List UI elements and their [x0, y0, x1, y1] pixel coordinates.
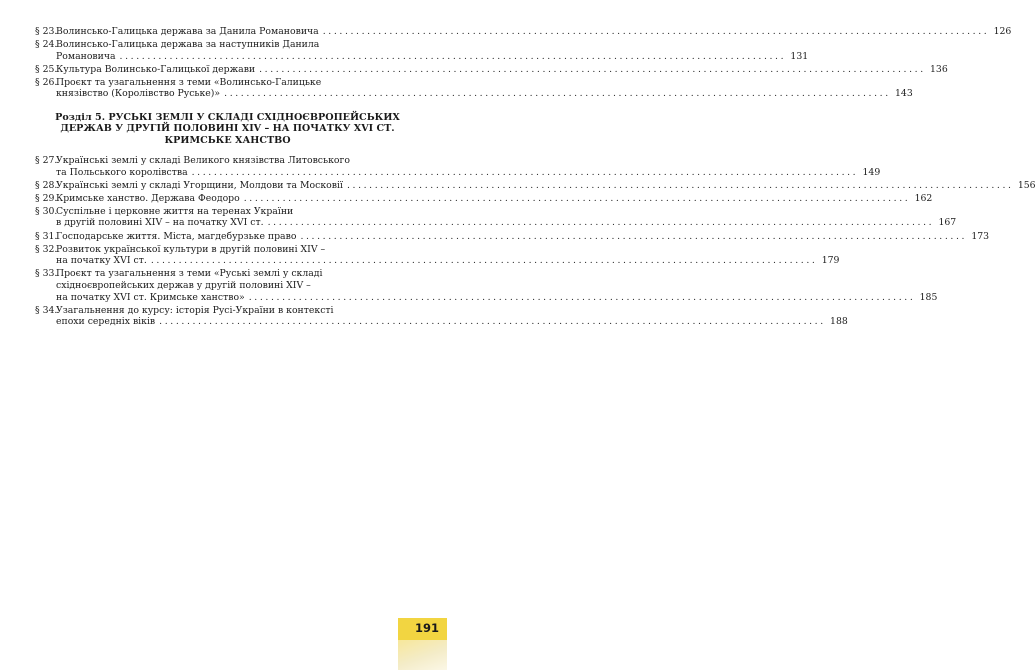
toc-entry-title: князівство (Королівство Руське)»	[56, 88, 221, 100]
page-number: 191	[414, 621, 439, 635]
toc-entry-page: 131	[790, 50, 809, 62]
toc-entry-title: Українські землі у складі Великого князівства Литовського	[56, 155, 350, 166]
dot-leader: ........................................................................................................................	[159, 316, 826, 328]
toc-entry-title: Суспільне і церковне життя на теренах України	[56, 205, 294, 217]
dot-leader: ........................................................................................................................	[191, 166, 859, 178]
toc-entry-number: § 25.	[35, 63, 58, 75]
toc-entry-title: на початку XVI ст. Кримське ханство»	[56, 291, 245, 303]
toc-entry-line	[56, 255, 840, 267]
toc-entry-number: § 34.	[35, 304, 58, 316]
toc-entry-number: § 30.	[35, 205, 58, 217]
section-heading-line-2: ДЕРЖАВ У ДРУГІЙ ПОЛОВИНІ XIV – НА ПОЧАТКУ XVI СТ.	[60, 123, 395, 135]
toc-entry-title: Романовича	[56, 50, 116, 62]
toc-entry-number: § 23.	[35, 26, 58, 37]
toc-entry-title: та Польського королівства	[56, 166, 188, 178]
toc-entry	[35, 155, 881, 178]
toc-entry	[35, 179, 1036, 192]
toc-entry-number: § 26.	[35, 76, 58, 88]
toc-entry-number: § 24.	[35, 39, 58, 51]
page-number-tab	[398, 618, 447, 670]
toc-entry-page: 143	[895, 88, 913, 100]
section-heading	[50, 112, 405, 146]
toc-entry-line	[56, 26, 1012, 38]
toc-entry	[35, 230, 990, 243]
toc-entry-line	[56, 291, 938, 304]
toc-entry-page: 126	[993, 26, 1012, 37]
toc-entry	[35, 39, 809, 62]
toc-entry	[35, 63, 948, 76]
toc-list-main	[0, 155, 1036, 328]
toc-entry-title: Господарське життя. Міста, магдебурзьке право	[56, 230, 297, 242]
dot-leader: ........................................................................................................................	[224, 88, 891, 100]
toc-entry-number: § 28.	[35, 179, 58, 191]
toc-entry-page: 185	[919, 291, 938, 303]
toc-entry	[35, 304, 848, 328]
dot-leader: ........................................................................................................................	[259, 63, 926, 75]
toc-entry	[35, 205, 957, 229]
toc-entry-line	[56, 316, 848, 328]
page-number-tab-shadow	[398, 640, 447, 670]
dot-leader: ........................................................................................................................	[322, 26, 990, 37]
toc-entry-page: 188	[830, 316, 848, 328]
toc-entry-page: 156	[1017, 179, 1036, 191]
toc-entry-title: Проєкт та узагальнення з теми «Руські землі у складі	[56, 268, 323, 280]
toc-entry-title: Волинсько-Галицька держава за Данила Романовича	[56, 26, 319, 37]
toc-entry-page: 162	[914, 192, 933, 204]
toc-entry-title: східноєвропейських держав у другій половині XIV –	[56, 279, 311, 291]
dot-leader: ........................................................................................................................	[119, 50, 787, 62]
toc-entry-page: 173	[971, 230, 990, 242]
dot-leader: ........................................................................................................................	[248, 291, 916, 303]
toc-entry-page: 179	[821, 255, 840, 267]
toc-entry	[35, 192, 933, 205]
toc-entry-page: 149	[862, 166, 881, 178]
toc-entry	[35, 268, 938, 303]
dot-leader: ........................................................................................................................	[300, 230, 968, 242]
toc-entry-line	[56, 192, 933, 205]
toc-entry-number: § 29.	[35, 192, 58, 204]
toc-entry	[35, 243, 840, 267]
toc-entry-line	[56, 63, 948, 76]
toc-entry-title: Українські землі у складі Угорщини, Молдови та Московії	[56, 179, 343, 191]
toc-entry-title: на початку XVI ст.	[56, 255, 147, 267]
toc-entry-title: в другій половині XIV – на початку XVI ст.	[56, 217, 264, 229]
toc-list-top	[0, 26, 1012, 100]
toc-entry-title: Розвиток української культури в другій половині XIV –	[56, 243, 326, 255]
toc-entry-title: Проєкт та узагальнення з теми «Волинсько-Галицьке	[56, 76, 322, 88]
toc-entry-line	[56, 230, 990, 243]
toc-entry-title: Волинсько-Галицька держава за наступників Данила	[56, 39, 320, 51]
toc-entry-title: Культура Волинсько-Галицької держави	[56, 63, 256, 75]
toc-entry-number: § 33.	[35, 268, 58, 280]
section-heading-line-1: Розділ 5. РУСЬКІ ЗЕМЛІ У СКЛАДІ СХІДНОЄВРОПЕЙСЬКИХ	[55, 112, 400, 123]
toc-entry-title: Узагальнення до курсу: історія Русі-України в контексті	[56, 304, 334, 316]
toc-entry-title: епохи середніх віків	[56, 316, 156, 328]
toc-entry-page: 167	[938, 217, 957, 229]
toc-entry-line	[56, 166, 881, 179]
toc-entry-number: § 32.	[35, 243, 58, 255]
dot-leader: ........................................................................................................................	[346, 179, 1014, 191]
dot-leader: ........................................................................................................................	[267, 217, 935, 229]
dot-leader: ........................................................................................................................	[150, 255, 818, 267]
toc-entry-line	[56, 179, 1036, 192]
section-heading-line-3: КРИМСЬКЕ ХАНСТВО	[164, 134, 291, 146]
toc-entry	[35, 26, 1012, 38]
toc-entry-page: 136	[930, 63, 948, 75]
toc-entry-line	[56, 217, 957, 229]
toc-entry-number: § 27.	[35, 155, 58, 166]
toc-entry-title: Кримське ханство. Держава Феодоро	[56, 192, 240, 204]
toc-entry-line	[56, 50, 809, 63]
dot-leader: ........................................................................................................................	[243, 192, 911, 204]
toc-entry	[35, 76, 913, 100]
toc-entry-number: § 31.	[35, 230, 58, 242]
toc-entry-line	[56, 88, 913, 100]
